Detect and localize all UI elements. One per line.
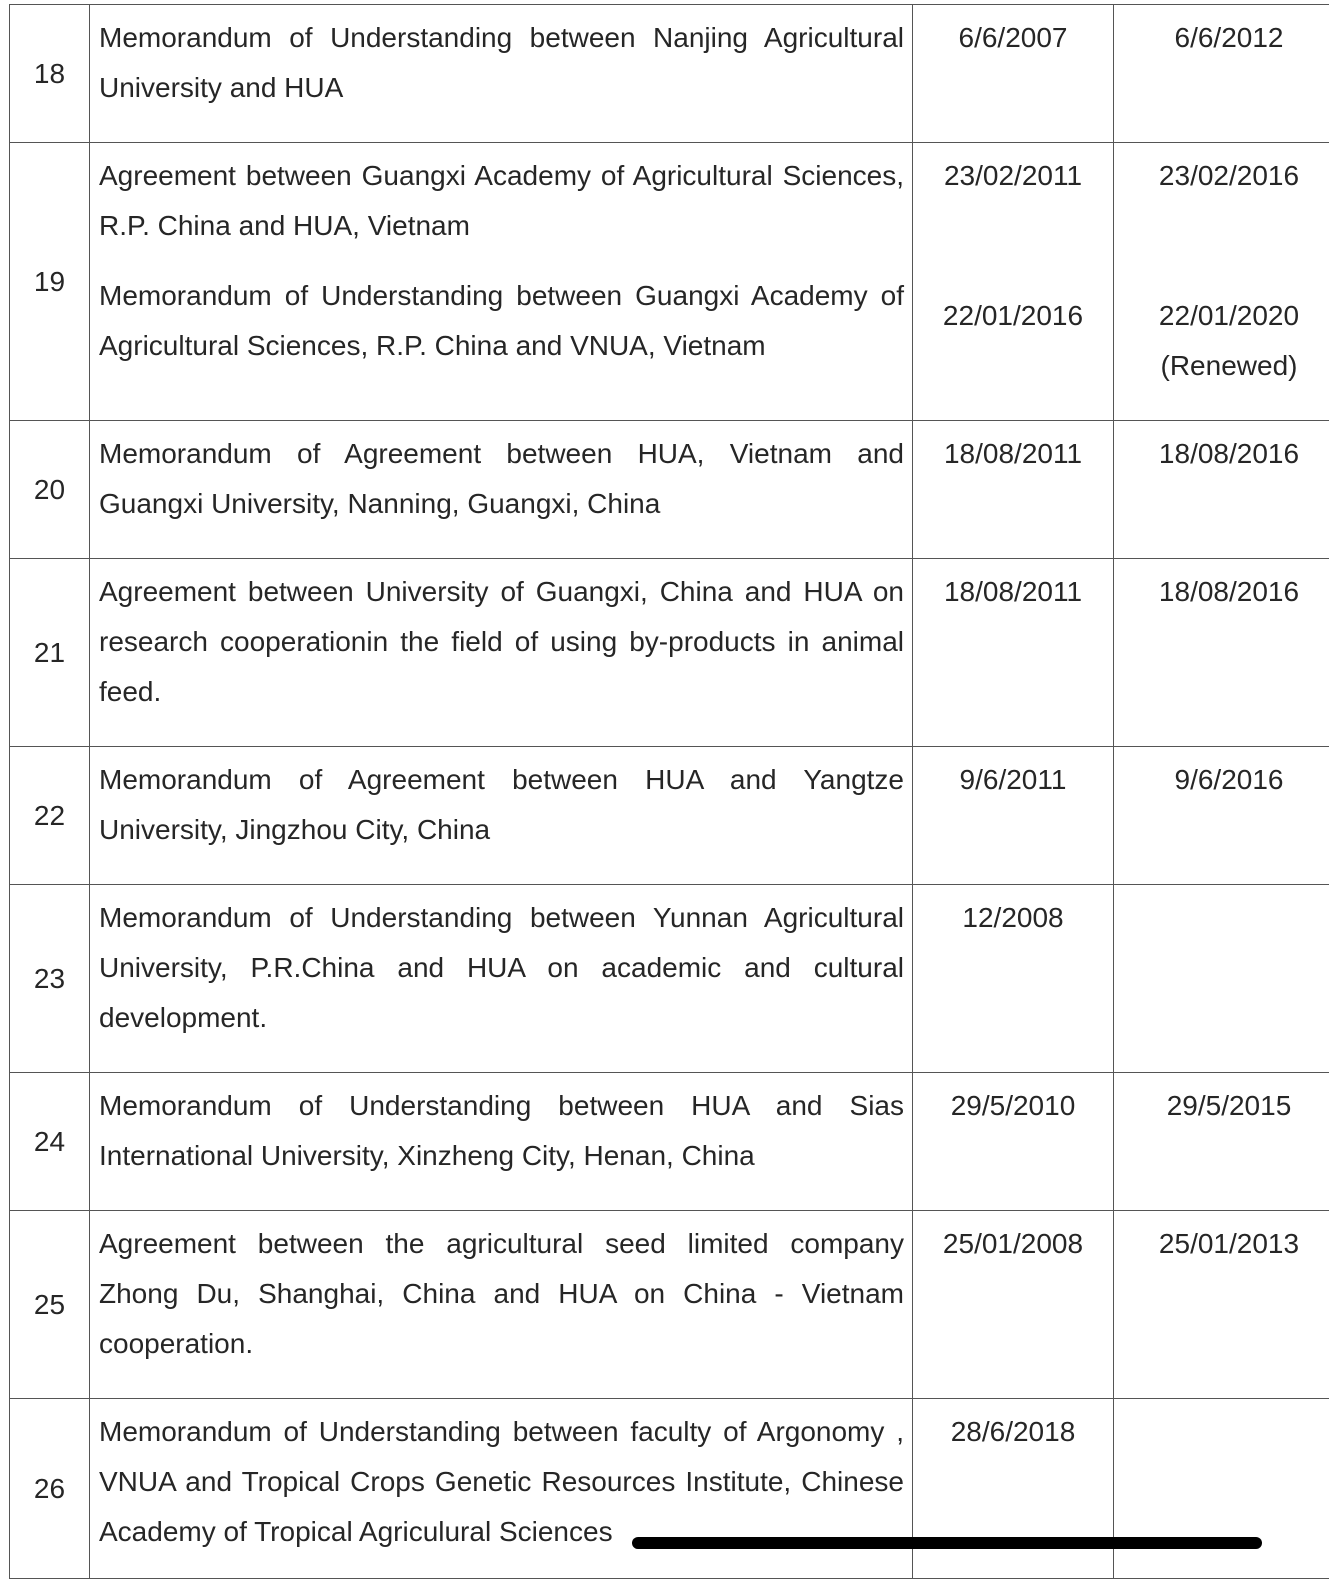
agreement-title-renewal: Memorandum of Understanding between Guangxi Academy of Agricultural Sciences, R.P. China and VNUA, Vietnam (99, 271, 904, 371)
row-number: 18 (10, 5, 90, 143)
signing-date: 6/6/2007 (913, 5, 1114, 143)
agreement-title: Memorandum of Understanding between HUA and Sias International University, Xinzheng City, Henan, China (90, 1073, 913, 1211)
home-indicator-bar[interactable] (632, 1537, 1262, 1549)
row-number: 19 (10, 143, 90, 421)
expiry-date (1114, 1399, 1329, 1579)
row-number: 23 (10, 885, 90, 1073)
signing-date: 23/02/2011 (913, 151, 1113, 201)
row-number: 24 (10, 1073, 90, 1211)
row-number: 26 (10, 1399, 90, 1579)
signing-date-cell (913, 143, 1114, 421)
table-row (10, 1073, 1329, 1211)
expiry-date: 9/6/2016 (1114, 747, 1329, 885)
agreement-title: Memorandum of Understanding between Yunnan Agricultural University, P.R.China and HUA on academic and cultural development. (90, 885, 913, 1073)
signing-date: 18/08/2011 (913, 559, 1114, 747)
expiry-date (1114, 885, 1329, 1073)
row-number: 25 (10, 1211, 90, 1399)
expiry-date: 6/6/2012 (1114, 5, 1329, 143)
table-row (10, 1399, 1329, 1579)
expiry-date: 18/08/2016 (1114, 559, 1329, 747)
agreement-title: Memorandum of Agreement between HUA and Yangtze University, Jingzhou City, China (90, 747, 913, 885)
signing-date: 25/01/2008 (913, 1211, 1114, 1399)
agreements-table (9, 4, 1329, 1579)
expiry-date: 25/01/2013 (1114, 1211, 1329, 1399)
expiry-date-cell (1114, 143, 1329, 421)
agreement-title: Agreement between Guangxi Academy of Agricultural Sciences, R.P. China and HUA, Vietnam (99, 151, 904, 251)
row-number: 22 (10, 747, 90, 885)
agreement-title: Agreement between the agricultural seed limited company Zhong Du, Shanghai, China and HUA on China - Vietnam cooperation. (90, 1211, 913, 1399)
signing-date: 9/6/2011 (913, 747, 1114, 885)
signing-date: 18/08/2011 (913, 421, 1114, 559)
row-number: 21 (10, 559, 90, 747)
table-row (10, 1211, 1329, 1399)
agreement-title: Memorandum of Understanding between faculty of Argonomy , VNUA and Tropical Crops Genetic Resources Institute, Chinese Academy of Tropical Agriculural Sciences (90, 1399, 913, 1579)
table-row (10, 747, 1329, 885)
agreement-title: Agreement between University of Guangxi, China and HUA on research cooperationin the field of using by-products in animal feed. (90, 559, 913, 747)
table-row (10, 5, 1329, 143)
expiry-date: 29/5/2015 (1114, 1073, 1329, 1211)
agreement-title-cell (90, 143, 913, 421)
agreement-title: Memorandum of Understanding between Nanjing Agricultural University and HUA (90, 5, 913, 143)
signing-date-renewal: 22/01/2016 (913, 291, 1113, 341)
table-row (10, 421, 1329, 559)
signing-date: 29/5/2010 (913, 1073, 1114, 1211)
expiry-date-renewal: 22/01/2020 (1114, 291, 1329, 341)
table-row (10, 559, 1329, 747)
expiry-date: 18/08/2016 (1114, 421, 1329, 559)
expiry-date: 23/02/2016 (1114, 151, 1329, 201)
signing-date: 12/2008 (913, 885, 1114, 1073)
row-number: 20 (10, 421, 90, 559)
signing-date: 28/6/2018 (913, 1399, 1114, 1579)
table-row (10, 143, 1329, 421)
renewal-note: (Renewed) (1114, 341, 1329, 391)
agreement-title: Memorandum of Agreement between HUA, Vietnam and Guangxi University, Nanning, Guangxi, China (90, 421, 913, 559)
table-row (10, 885, 1329, 1073)
